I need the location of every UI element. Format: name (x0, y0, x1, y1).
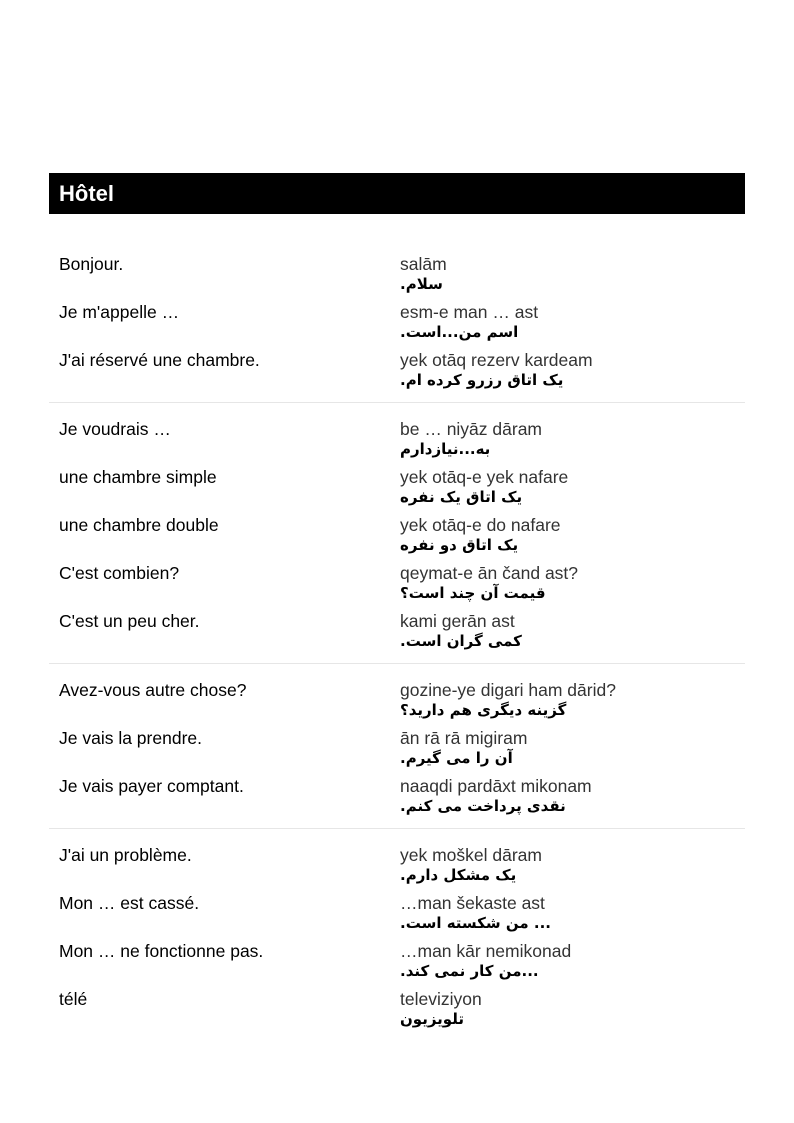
phrase-row (49, 419, 745, 467)
transliteration: gozine-ye digari ham dārid? (400, 680, 616, 700)
phrase-row (49, 467, 745, 515)
persian-phrase: اسم من...است. (400, 323, 519, 341)
transliteration: be … niyāz dāram (400, 419, 543, 439)
persian-phrase: به...نیازدارم (400, 440, 491, 458)
french-phrase: une chambre simple (59, 467, 217, 487)
french-phrase: Je vais payer comptant. (59, 776, 244, 796)
french-phrase: Je vais la prendre. (59, 728, 202, 748)
phrase-row (49, 941, 745, 989)
persian-phrase: یک مشکل دارم. (400, 866, 517, 884)
transliteration: ān rā rā migiram (400, 728, 528, 748)
persian-phrase: کمی گران است. (400, 632, 522, 650)
persian-phrase: یک اتاق رزرو کرده ام. (400, 371, 564, 389)
phrase-group (49, 419, 745, 664)
persian-phrase: سلام. (400, 275, 443, 293)
french-phrase: Mon … ne fonctionne pas. (59, 941, 264, 961)
phrase-list (49, 254, 745, 1057)
french-phrase: télé (59, 989, 88, 1009)
french-phrase: Je m'appelle … (59, 302, 180, 322)
french-phrase: une chambre double (59, 515, 219, 535)
transliteration: esm-e man … ast (400, 302, 539, 322)
transliteration: yek moškel dāram (400, 845, 542, 865)
phrase-row (49, 350, 745, 398)
phrase-row (49, 611, 745, 659)
phrase-row (49, 302, 745, 350)
phrase-row (49, 989, 745, 1037)
transliteration: yek otāq-e do nafare (400, 515, 561, 535)
persian-phrase: قیمت آن چند است؟ (400, 584, 546, 602)
phrase-row (49, 893, 745, 941)
transliteration: …man kār nemikonad (400, 941, 572, 961)
french-phrase: Bonjour. (59, 254, 124, 274)
transliteration: yek otāq-e yek nafare (400, 467, 569, 487)
french-phrase: Avez-vous autre chose? (59, 680, 247, 700)
persian-phrase: آن را می گیرم. (400, 749, 513, 767)
transliteration: qeymat-e ān čand ast? (400, 563, 579, 583)
persian-phrase: یک اتاق دو نفره (400, 536, 519, 554)
phrase-group (49, 254, 745, 403)
phrase-row (49, 845, 745, 893)
persian-phrase: ...من کار نمی کند. (400, 962, 539, 980)
french-phrase: C'est un peu cher. (59, 611, 200, 631)
transliteration: televiziyon (400, 989, 482, 1009)
phrase-row (49, 776, 745, 824)
transliteration: …man šekaste ast (400, 893, 545, 913)
section-header (49, 173, 745, 214)
persian-phrase: یک اتاق یک نفره (400, 488, 523, 506)
french-phrase: Je voudrais … (59, 419, 171, 439)
persian-phrase: تلویزیون (400, 1010, 464, 1028)
phrase-group (49, 845, 745, 1041)
persian-phrase: ... من شکسته است. (400, 914, 551, 932)
phrase-row (49, 728, 745, 776)
french-phrase: Mon … est cassé. (59, 893, 200, 913)
transliteration: naaqdi pardāxt mikonam (400, 776, 592, 796)
transliteration: yek otāq rezerv kardeam (400, 350, 593, 370)
phrase-row (49, 563, 745, 611)
french-phrase: C'est combien? (59, 563, 180, 583)
phrase-row (49, 254, 745, 302)
persian-phrase: نقدی پرداخت می کنم. (400, 797, 566, 815)
phrase-group (49, 680, 745, 829)
persian-phrase: گزینه دیگری هم دارید؟ (400, 701, 567, 719)
phrase-row (49, 680, 745, 728)
transliteration: salām (400, 254, 447, 274)
transliteration: kami gerān ast (400, 611, 515, 631)
phrase-row (49, 515, 745, 563)
french-phrase: J'ai réservé une chambre. (59, 350, 260, 370)
french-phrase: J'ai un problème. (59, 845, 192, 865)
section-title: Hôtel (59, 181, 114, 206)
